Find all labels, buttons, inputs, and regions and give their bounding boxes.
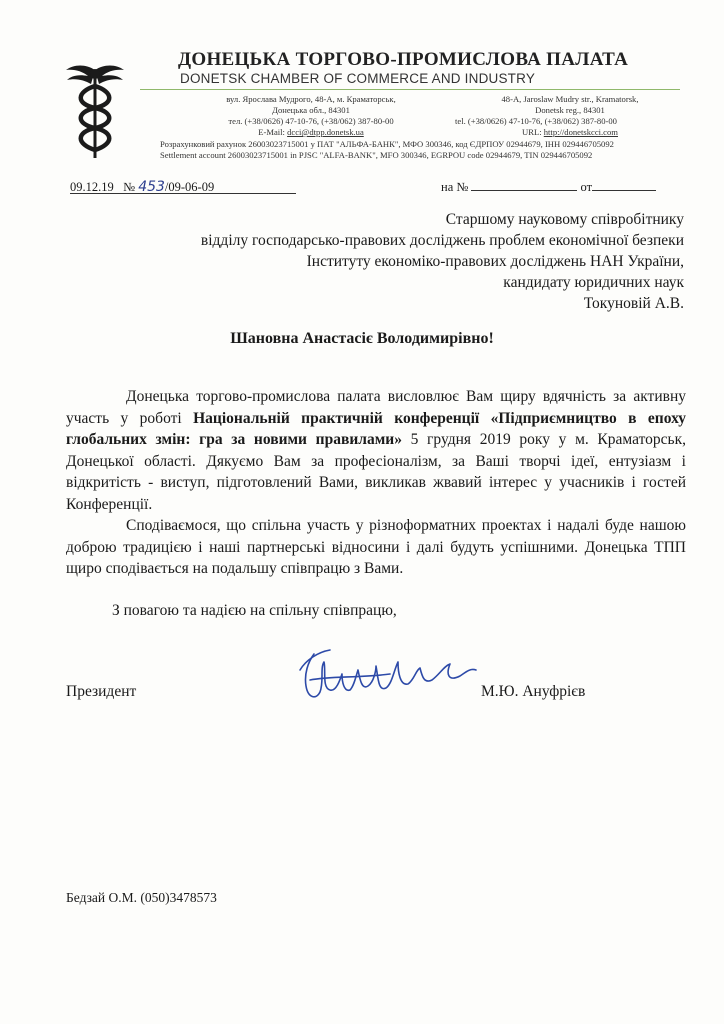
address-line-1: вул. Ярослава Мудрого, 48-А, м. Краматорськ, xyxy=(226,94,396,104)
website-link[interactable]: http://donetskcci.com xyxy=(543,127,618,137)
reply-number-blank xyxy=(471,179,577,191)
letter-body xyxy=(66,386,686,580)
address-line-2-en: Donetsk reg., 84301 xyxy=(535,105,605,115)
executor-contact: Бедзай О.М. (050)3478573 xyxy=(66,890,217,905)
contacts-en xyxy=(455,94,685,138)
salutation: Шановна Анастасіє Володимирівно! xyxy=(230,330,494,347)
phone-line: тел. (+38/0626) 47-10-76, (+38/062) 387-80-00 xyxy=(228,116,394,126)
handwritten-signature xyxy=(290,640,485,715)
handwritten-number: 453 xyxy=(138,179,165,195)
number-suffix: /09-06-09 xyxy=(164,180,215,194)
registration-underline xyxy=(70,193,296,194)
p1-text-b: 5 грудня 2019 року у м. Краматорськ, Донецької області. Дякуємо Вам за професіоналізм, за Ваші творчі ідеї, ентузіазм і відкритість - виступ, підготовлений Вами, викликав жвавий інтерес у учасників і гостей Конференції. xyxy=(66,431,686,513)
conference-title: Національній практичній конференції «Підприємництво в епоху глобальних змін: гра за новими правилами» xyxy=(66,409,686,448)
email-label: E-Mail: xyxy=(258,127,285,137)
email-line xyxy=(206,127,416,138)
addressee-line: Токуновій А.В. xyxy=(583,295,684,312)
outgoing-registration xyxy=(70,179,290,193)
addressee-line: кандидату юридичних наук xyxy=(503,274,684,291)
phone-line-en: tel. (+38/0626) 47-10-76, (+38/062) 387-80-00 xyxy=(455,116,617,126)
reply-from-label: от xyxy=(580,180,593,194)
header-divider xyxy=(140,89,680,90)
paragraph-2: Сподіваємося, що спільна участь у різноформатних проектах і надалі буде нашою доброю традицією і наші партнерські відносини і далі будуть успішними. Донецька ТПП щиро сподівається на подальшу співпрацю з Вами. xyxy=(66,517,686,577)
closing-phrase: З повагою та надією на спільну співпрацю, xyxy=(112,602,397,619)
reply-date-blank xyxy=(592,179,656,191)
reply-reference xyxy=(441,179,656,195)
bank-details-uk: Розрахунковий рахунок 26003023715001 у ПАТ "АЛЬФА-БАНК", МФО 300346, код ЄДРПОУ 02944679, ІНН 029446705092 xyxy=(160,139,614,149)
url-label: URL: xyxy=(522,127,542,137)
address-line-2: Донецька обл., 84301 xyxy=(272,105,350,115)
address-line-1-en: 48-A, Jaroslaw Mudry str., Kramatorsk, xyxy=(501,94,639,104)
addressee-line: відділу господарсько-правових досліджень проблем економічної безпеки xyxy=(200,232,684,249)
bank-details-en: Settlement account 26003023715001 in PJSC "ALFA-BANK", MFO 300346, EGRPOU code 02944679, TIN 029446705092 xyxy=(160,150,593,160)
email-link[interactable]: dcci@dtpp.donetsk.ua xyxy=(287,127,364,137)
reply-number-label: на № xyxy=(441,180,469,194)
letter-date: 09.12.19 xyxy=(70,180,114,194)
signatory-position: Президент xyxy=(66,683,137,700)
addressee-line: Старшому науковому співробітнику xyxy=(445,211,684,228)
org-title-uk: ДОНЕЦЬКА ТОРГОВО-ПРОМИСЛОВА ПАЛАТА xyxy=(178,49,629,70)
bank-details xyxy=(160,139,614,161)
p1-text-a: Донецька торгово-промислова палата висловлює Вам щиру вдячність за активну участь у роботі xyxy=(66,388,686,427)
addressee-block xyxy=(201,209,684,314)
url-line xyxy=(455,127,685,138)
contacts-uk xyxy=(206,94,416,138)
addressee-line: Інституту економіко-правових досліджень НАН України, xyxy=(306,253,684,270)
org-title-en: DONETSK CHAMBER OF COMMERCE AND INDUSTRY xyxy=(180,71,536,86)
paragraph-1 xyxy=(66,386,686,515)
signatory-name: М.Ю. Ануфрієв xyxy=(481,683,586,700)
caduceus-logo-icon xyxy=(64,60,126,160)
number-sign: № xyxy=(123,180,136,194)
